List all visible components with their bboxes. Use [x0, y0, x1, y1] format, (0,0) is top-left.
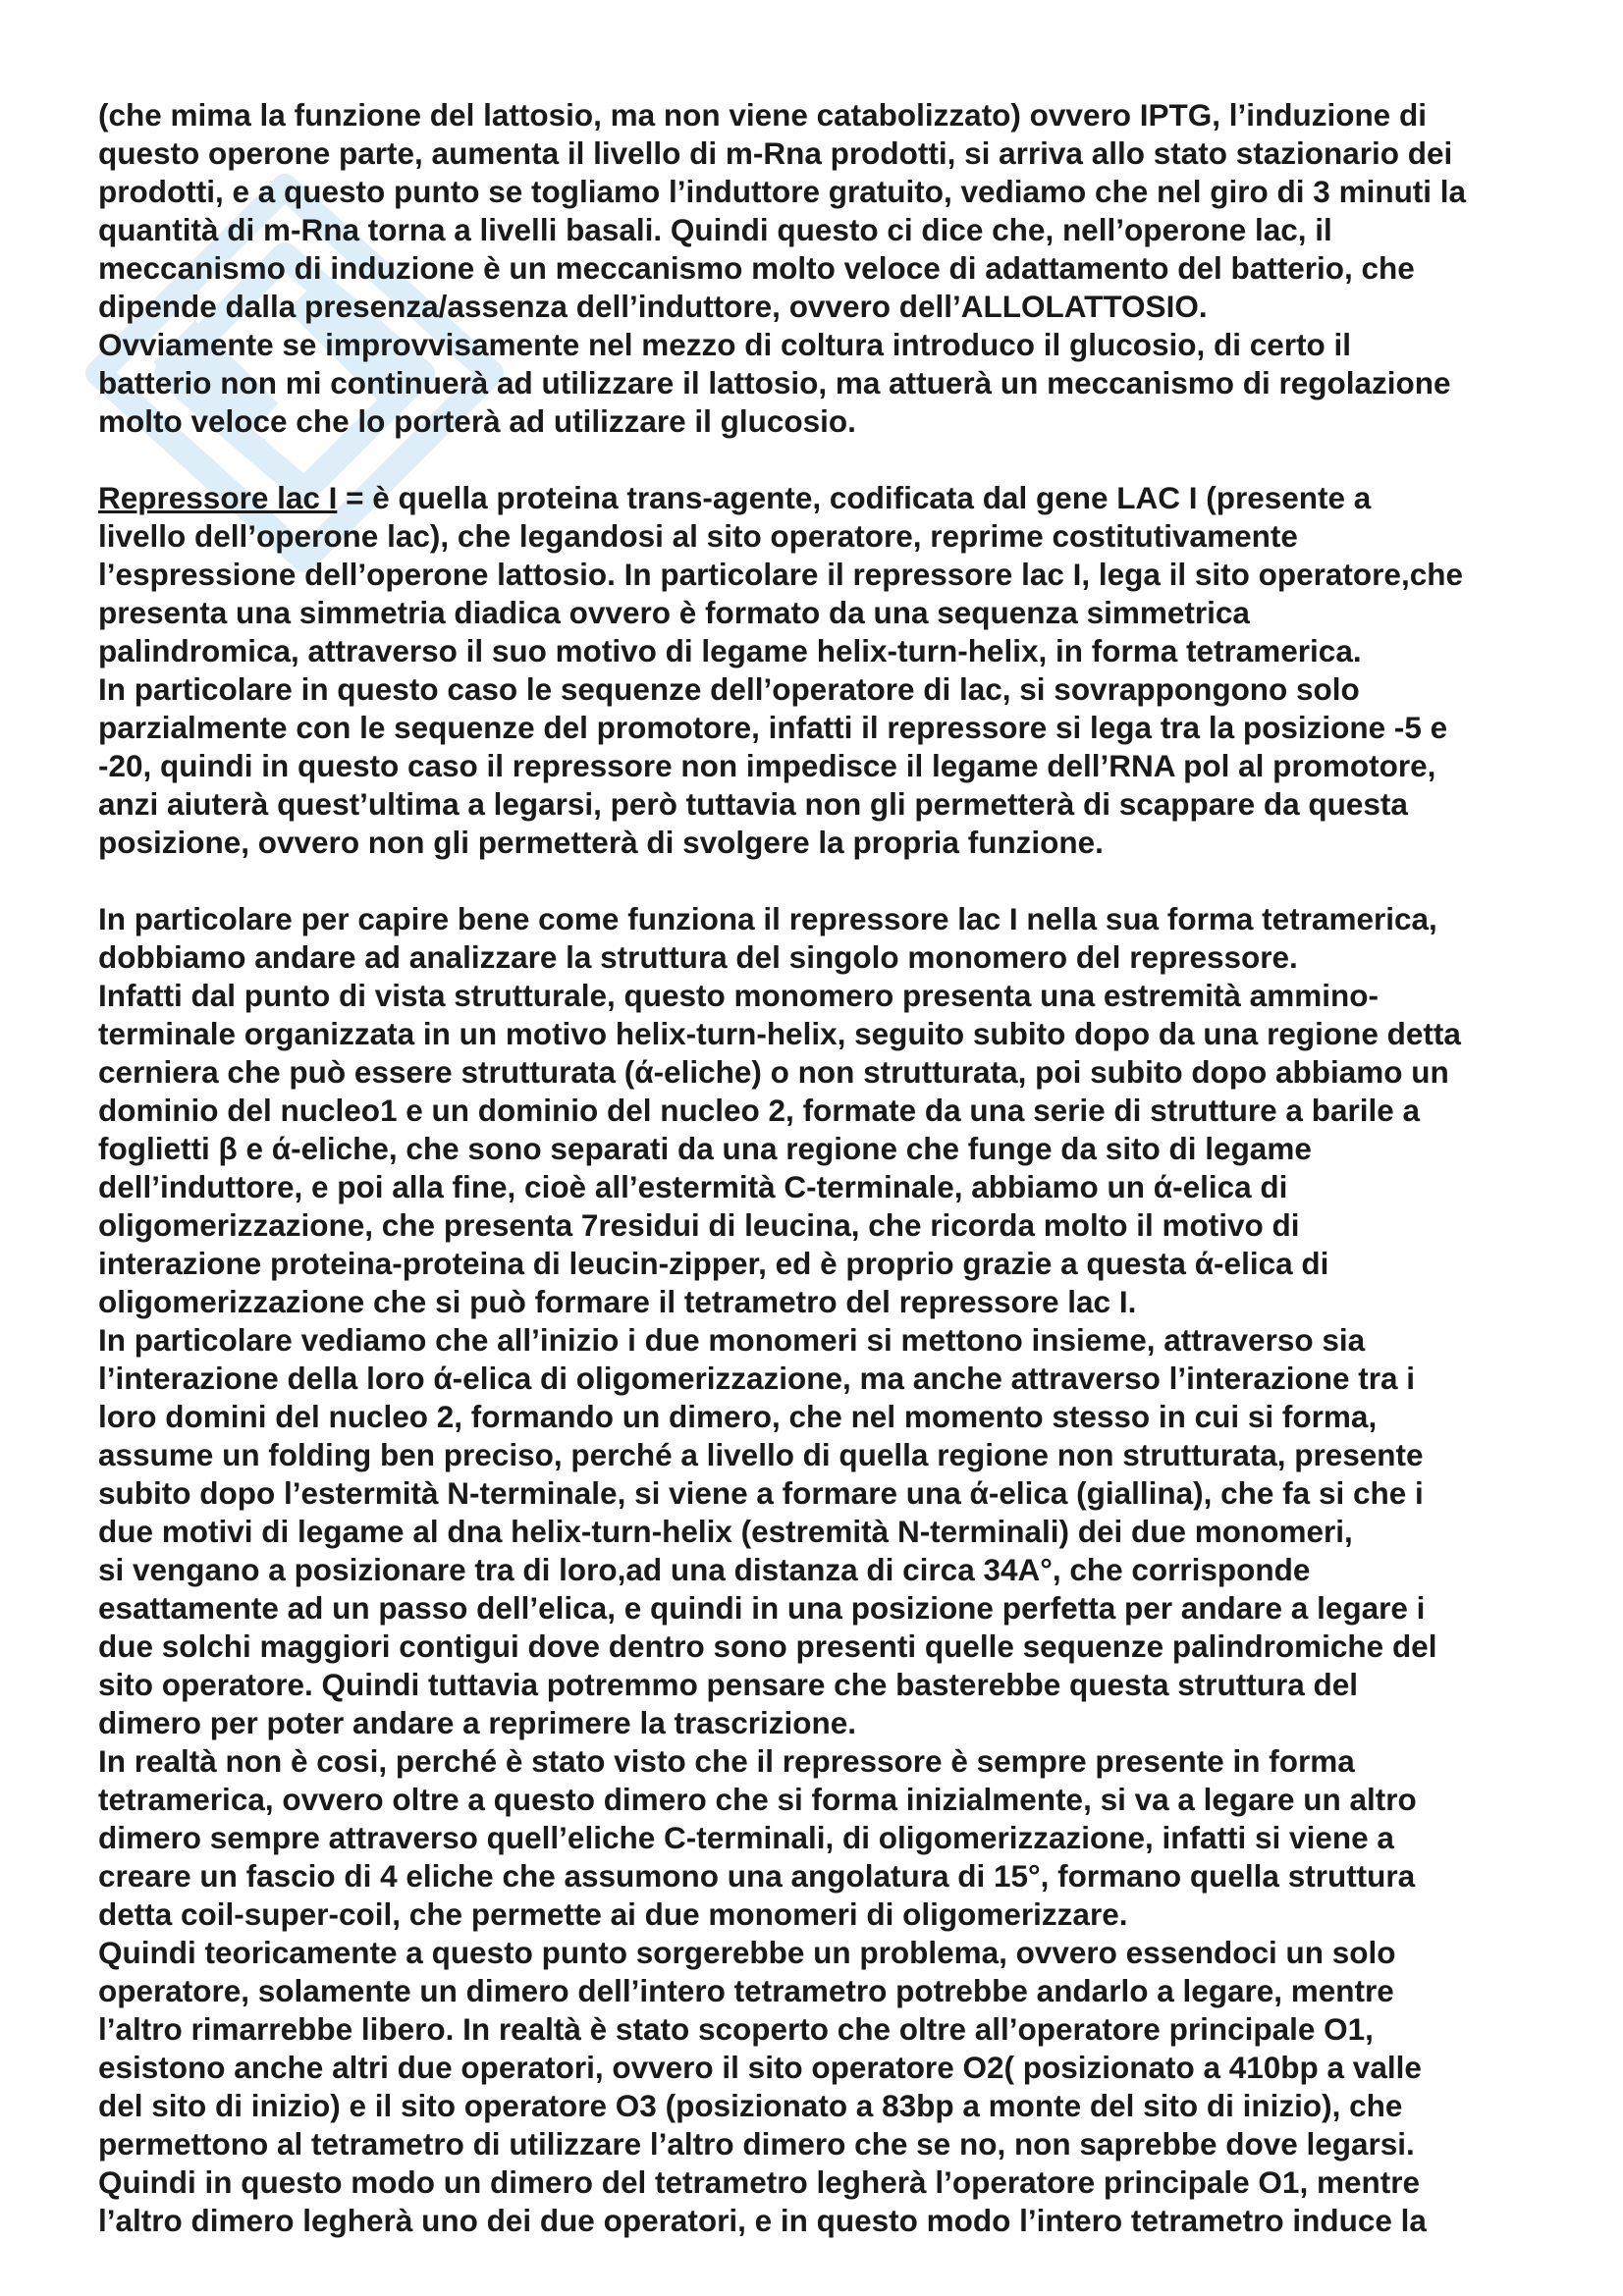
text-line: tetramerica, ovvero oltre a questo dimero che si forma inizialmente, si va a legare un altro — [98, 1782, 1417, 1817]
text-line: si vengano a posizionare tra di loro,ad una distanza di circa 34A°, che corrisponde — [98, 1552, 1311, 1587]
paragraph-struttura — [98, 900, 1561, 2240]
text-line: l’altro dimero legherà uno dei due operatori, e in questo modo l’intero tetrametro induce la — [98, 2203, 1427, 2238]
text-line: dimero sempre attraverso quell’eliche C-terminali, di oligomerizzazione, infatti si viene a — [98, 1820, 1394, 1855]
text-line: palindromica, attraverso il suo motivo di legame helix-turn-helix, in forma tetramerica. — [98, 633, 1362, 668]
text-line: meccanismo di induzione è un meccanismo molto veloce di adattamento del batterio, che — [98, 250, 1415, 286]
section-heading: Repressore lac I — [98, 480, 338, 515]
text-line: l’espressione dell’operone lattosio. In particolare il repressore lac I, lega il sito operatore,che — [98, 557, 1463, 592]
text-line: Quindi in questo modo un dimero del tetrametro legherà l’operatore principale O1, mentre — [98, 2164, 1420, 2200]
text-line: interazione proteina-proteina di leucin-zipper, ed è proprio grazie a questa ά-elica di — [98, 1246, 1329, 1281]
paragraph-repressore — [98, 479, 1561, 862]
text-line: due solchi maggiori contigui dove dentro sono presenti quelle sequenze palindromiche del — [98, 1629, 1437, 1664]
text-line: parzialmente con le sequenze del promotore, infatti il repressore si lega tra la posizione -5 e — [98, 710, 1448, 745]
text-line: batterio non mi continuerà ad utilizzare il lattosio, ma attuerà un meccanismo di regolazione — [98, 365, 1451, 400]
paragraph-induzione — [98, 96, 1561, 441]
text-line: -20, quindi in questo caso il repressore non impedisce il legame dell’RNA pol al promotore, — [98, 748, 1436, 783]
text-line: posizione, ovvero non gli permetterà di svolgere la propria funzione. — [98, 825, 1104, 860]
text-line: subito dopo l’estermità N-terminale, si viene a formare una ά-elica (giallina), che fa si che i — [98, 1475, 1424, 1511]
text-line: Quindi teoricamente a questo punto sorgerebbe un problema, ovvero essendoci un solo — [98, 1935, 1396, 1970]
text-line: esistono anche altri due operatori, ovvero il sito operatore O2( posizionato a 410bp a valle — [98, 2050, 1422, 2085]
text-line: (che mima la funzione del lattosio, ma non viene catabolizzato) ovvero IPTG, l’induzione di — [98, 97, 1427, 133]
heading-line-rest: = è quella proteina trans-agente, codificata dal gene LAC I (presente a — [337, 480, 1372, 515]
text-line: anzi aiuterà quest’ultima a legarsi, però tuttavia non gli permetterà di scappare da questa — [98, 786, 1408, 822]
text-line: dobbiamo andare ad analizzare la struttura del singolo monomero del repressore. — [98, 939, 1298, 975]
text-line: operatore, solamente un dimero dell’intero tetrametro potrebbe andarlo a legare, mentre — [98, 1973, 1394, 2008]
text-line: quantità di m-Rna torna a livelli basali. Quindi questo ci dice che, nell’operone lac, il — [98, 212, 1332, 247]
text-line: detta coil-super-coil, che permette ai due monomeri di oligomerizzare. — [98, 1896, 1128, 1932]
text-line: foglietti β e ά-eliche, che sono separati da una regione che funge da sito di legame — [98, 1131, 1312, 1166]
text-line: due motivi di legame al dna helix-turn-helix (estremità N-terminali) dei due monomeri, — [98, 1514, 1353, 1549]
text-line: molto veloce che lo porterà ad utilizzare il glucosio. — [98, 403, 856, 439]
text-line: dominio del nucleo1 e un dominio del nucleo 2, formate da una serie di strutture a barile a — [98, 1093, 1421, 1128]
text-line: cerniera che può essere strutturata (ά-eliche) o non strutturata, poi subito dopo abbiamo un — [98, 1054, 1449, 1090]
paragraph-gap — [98, 862, 1561, 900]
text-line: assume un folding ben preciso, perché a livello di quella regione non strutturata, presente — [98, 1437, 1424, 1472]
text-line: In realtà non è cosi, perché è stato visto che il repressore è sempre presente in forma — [98, 1743, 1355, 1779]
text-line: presenta una simmetria diadica ovvero è formato da una sequenza simmetrica — [98, 595, 1250, 630]
text-line: del sito di inizio) e il sito operatore O3 (posizionato a 83bp a monte del sito di inizio), che — [98, 2088, 1403, 2123]
text-line: Infatti dal punto di vista strutturale, questo monomero presenta una estremità ammino- — [98, 978, 1379, 1013]
text-line: prodotti, e a questo punto se togliamo l’induttore gratuito, vediamo che nel giro di 3 minuti la — [98, 174, 1467, 209]
text-line: esattamente ad un passo dell’elica, e quindi in una posizione perfetta per andare a legare i — [98, 1590, 1426, 1626]
text-line: Ovviamente se improvvisamente nel mezzo di coltura introduco il glucosio, di certo il — [98, 327, 1352, 362]
text-line: l’altro rimarrebbe libero. In realtà è stato scoperto che oltre all’operatore principale O1, — [98, 2011, 1374, 2047]
text-line: questo operone parte, aumenta il livello di m-Rna prodotti, si arriva allo stato stazionario dei — [98, 135, 1453, 171]
text-line: In particolare in questo caso le sequenze dell’operatore di lac, si sovrappongono solo — [98, 671, 1360, 707]
text-line: terminale organizzata in un motivo helix-turn-helix, seguito subito dopo da una regione detta — [98, 1016, 1461, 1051]
text-line: livello dell’operone lac), che legandosi al sito operatore, reprime costitutivamente — [98, 518, 1298, 554]
document-text — [98, 96, 1561, 2240]
text-line: oligomerizzazione che si può formare il tetrametro del repressore lac I. — [98, 1284, 1137, 1319]
text-line: dell’induttore, e poi alla fine, cioè all’estermità C-terminale, abbiamo un ά-elica di — [98, 1169, 1288, 1204]
text-line: dimero per poter andare a reprimere la trascrizione. — [98, 1705, 857, 1740]
text-line: sito operatore. Quindi tuttavia potremmo pensare che basterebbe questa struttura del — [98, 1667, 1359, 1702]
text-line: oligomerizzazione, che presenta 7residui di leucina, che ricorda molto il motivo di — [98, 1207, 1300, 1243]
text-line: permettono al tetrametro di utilizzare l’altro dimero che se no, non saprebbe dove legarsi. — [98, 2126, 1415, 2162]
paragraph-gap — [98, 441, 1561, 479]
text-line: loro domini del nucleo 2, formando un dimero, che nel momento stesso in cui si forma, — [98, 1399, 1378, 1434]
text-line: creare un fascio di 4 eliche che assumono una angolatura di 15°, formano quella struttura — [98, 1858, 1416, 1894]
text-line: l’interazione della loro ά-elica di oligomerizzazione, ma anche attraverso l’interazione tra i — [98, 1361, 1415, 1396]
text-line: dipende dalla presenza/assenza dell’induttore, ovvero dell’ALLOLATTOSIO. — [98, 289, 1208, 324]
text-line: In particolare vediamo che all’inizio i due monomeri si mettono insieme, attraverso sia — [98, 1322, 1366, 1358]
text-line — [98, 479, 1561, 517]
text-line: In particolare per capire bene come funziona il repressore lac I nella sua forma tetramerica, — [98, 901, 1437, 936]
